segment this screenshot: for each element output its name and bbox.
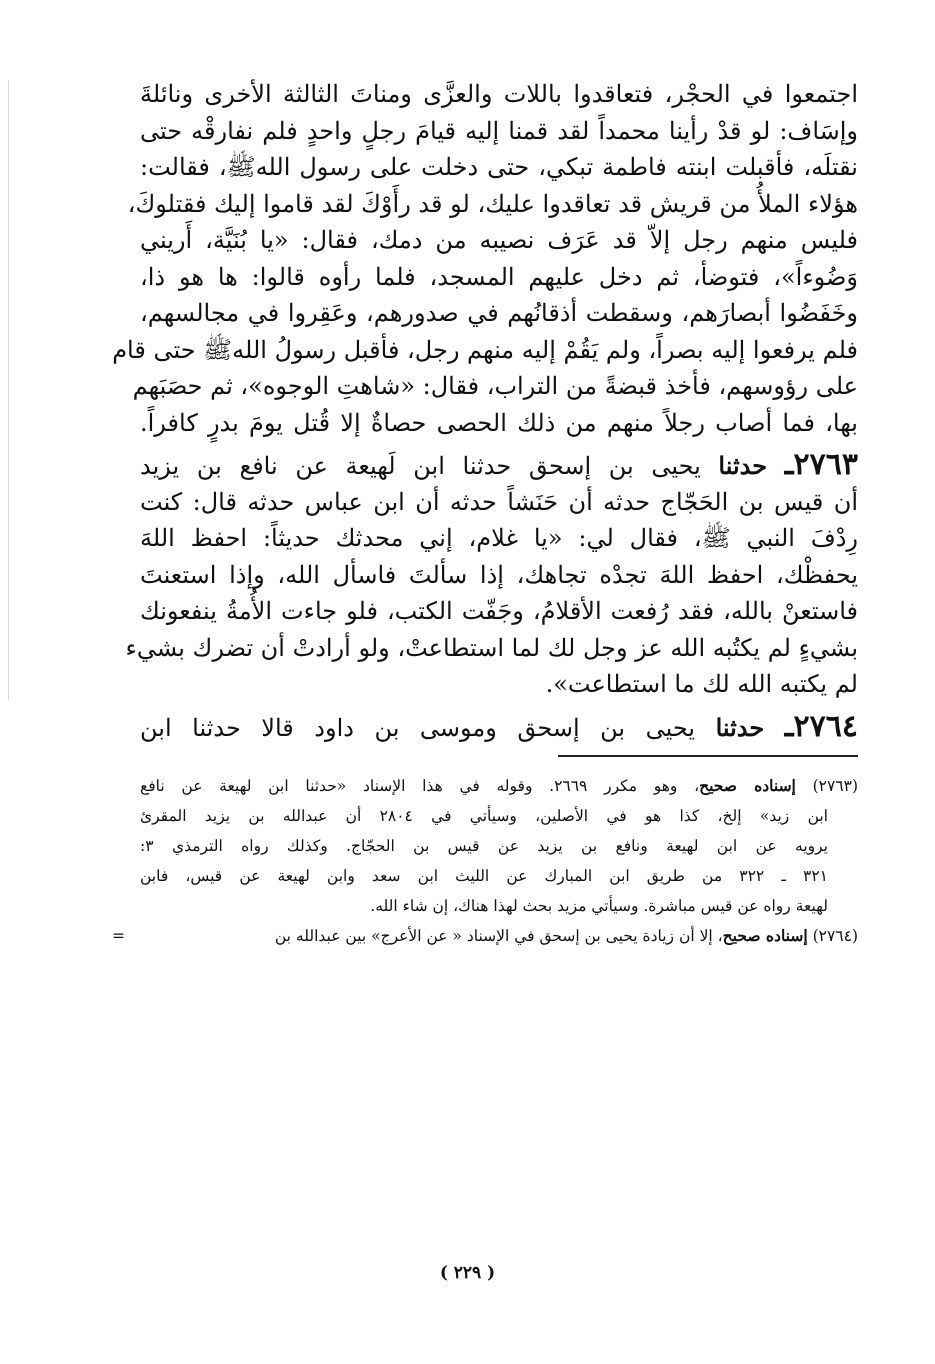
footnote-text: ، إلا أن زيادة يحيى بن إسحق في الإسناد « عن الأعرج» بين عبدالله بن: [274, 927, 723, 945]
body-line: وَضُوءاً»، فتوضأ، ثم دخل عليهم المسجد، فلما رأوه قالوا: ها هو ذا،: [140, 262, 858, 291]
footnote-separator: [558, 755, 858, 757]
body-line: هؤلاء الملأُ من قريش قد تعاقدوا عليك، لو قد رأَوْكَ لقد قاموا إليك فقتلوكَ،: [127, 189, 858, 218]
body-line: فلم يرفعوا إليه بصراً، ولم يَقُمْ إليه منهم رجل، فأقبل رسولُ اللهﷺ حتى قام: [112, 335, 858, 364]
page-number: ( ٢٢٩ ): [439, 1263, 496, 1283]
body-line: فليس منهم رجل إلاّ قد عَرَف نصيبه من دمك، فقال: «يا بُنَيَّة، أَريني: [140, 226, 858, 254]
footnote-label: إسناده صحيح: [699, 776, 796, 795]
body-line: لم يكتبه الله لك ما استطاعت».: [545, 670, 858, 698]
hadith-heading-line: [140, 447, 858, 484]
hadith-2764: [140, 709, 858, 746]
body-line: فاستعنْ بالله، فقد رُفعت الأقلامُ، وجَفّت الكتب، فلو جاءت الأُمةُ ينفعونك: [140, 597, 858, 625]
body-line: أن قيس بن الحَجّاج حدثه أن حَنَشاً حدثه أن ابن عباس حدثه قال: كنت: [140, 487, 858, 516]
hadith-first-line-text: يحيى بن إسحق حدثنا ابن لَهيعة عن نافع بن يزيد: [140, 452, 719, 480]
hadith-number: ٢٧٦٤: [793, 708, 858, 744]
page-body: [112, 76, 859, 951]
body-line: يحفظْك، احفظ اللهَ تجدْه تجاهك، إذا سألتَ فاسأل الله، وإذا استعنتَ: [140, 560, 858, 589]
footnote-text: ، وهو مكرر ٢٦٦٩. وقوله في هذا الإسناد «حدثنا ابن لهيعة عن نافع: [140, 777, 700, 795]
body-line: بها، فما أصاب رجلاً منهم من ذلك الحصى حصاةٌ إلا قُتل يومَ بدرٍ كافراً.: [140, 408, 858, 437]
haddathana-word: حدثنا: [715, 712, 765, 742]
body-line: بشيءٍ لم يكتُبه الله عز وجل لك لما استطاعتْ، ولو أرادتْ أن تضرك بشيء: [125, 633, 858, 662]
hadith-dash: ـ: [784, 708, 794, 744]
body-line: على رؤوسهم، فأخذ قبضةً من التراب، فقال: «شاهتِ الوجوه»، ثم حصَبَهم: [132, 372, 858, 400]
body-line: وإسَاف: لو قدْ رأينا محمداً لقد قمنا إليه قيامَ رجلٍ واحدٍ فلم نفارقْه حتى: [140, 116, 858, 145]
main-text: [112, 76, 858, 441]
footnote-line: ٣٢١ ـ ٣٢٢ من طريق ابن المبارك عن الليث ابن سعد وابن لهيعة عن قيس، فابن: [140, 867, 828, 885]
hadith-first-line-text: يحيى بن إسحق وموسى بن داود قالا حدثنا ابن: [140, 713, 716, 742]
body-line: وخَفَضُوا أبصارَهم، وسقطت أذقانُهم في صدورهم، وعَقِروا في مجالسهم،: [140, 299, 858, 327]
hadith-number: ٢٧٦٣: [793, 447, 858, 482]
scan-margin-line: [8, 80, 9, 700]
footnotes: [112, 771, 858, 951]
body-line: رِدْفَ النبي ﷺ، فقال لي: «يا غلام، إني محدثك حديثاً: احفظ اللهَ: [140, 524, 859, 552]
footnote-line: ابن زيد» إلخ، كذا هو في الأصلين، وسيأتي في ٢٨٠٤ أن عبدالله بن يزيد المقرئ: [140, 807, 828, 825]
hadith-heading-line: [140, 709, 858, 746]
footnote-ref: (٢٧٦٣): [795, 777, 858, 795]
footnote-line: يرويه عن ابن لهيعة ونافع بن يزيد عن قيس بن الحجّاج. وكذلك رواه الترمذي ٣:: [140, 837, 828, 855]
footnote-ref: (٢٧٦٤): [807, 927, 858, 945]
body-line: نقتلَه، فأقبلت ابنته فاطمة تبكي، حتى دخلت على رسول اللهﷺ، فقالت:: [140, 153, 858, 181]
body-line: اجتمعوا في الحجْر، فتعاقدوا باللات والعزَّى ومناتَ الثالثة الأخرى ونائلةَ: [140, 80, 858, 108]
hadith-2763: [125, 447, 859, 703]
haddathana-word: حدثنا: [718, 451, 768, 480]
footnote-2763-first-line: [140, 771, 858, 801]
continuation-mark: =: [112, 927, 125, 945]
footnote-label: إسناده صحيح: [722, 926, 808, 945]
footnote-line: لهيعة رواه عن قيس مباشرة. وسيأتي مزيد بحث لهذا هناك، إن شاء الله.: [370, 897, 828, 915]
hadith-dash: ـ: [784, 447, 794, 482]
footnote-2764-line: [112, 921, 858, 951]
